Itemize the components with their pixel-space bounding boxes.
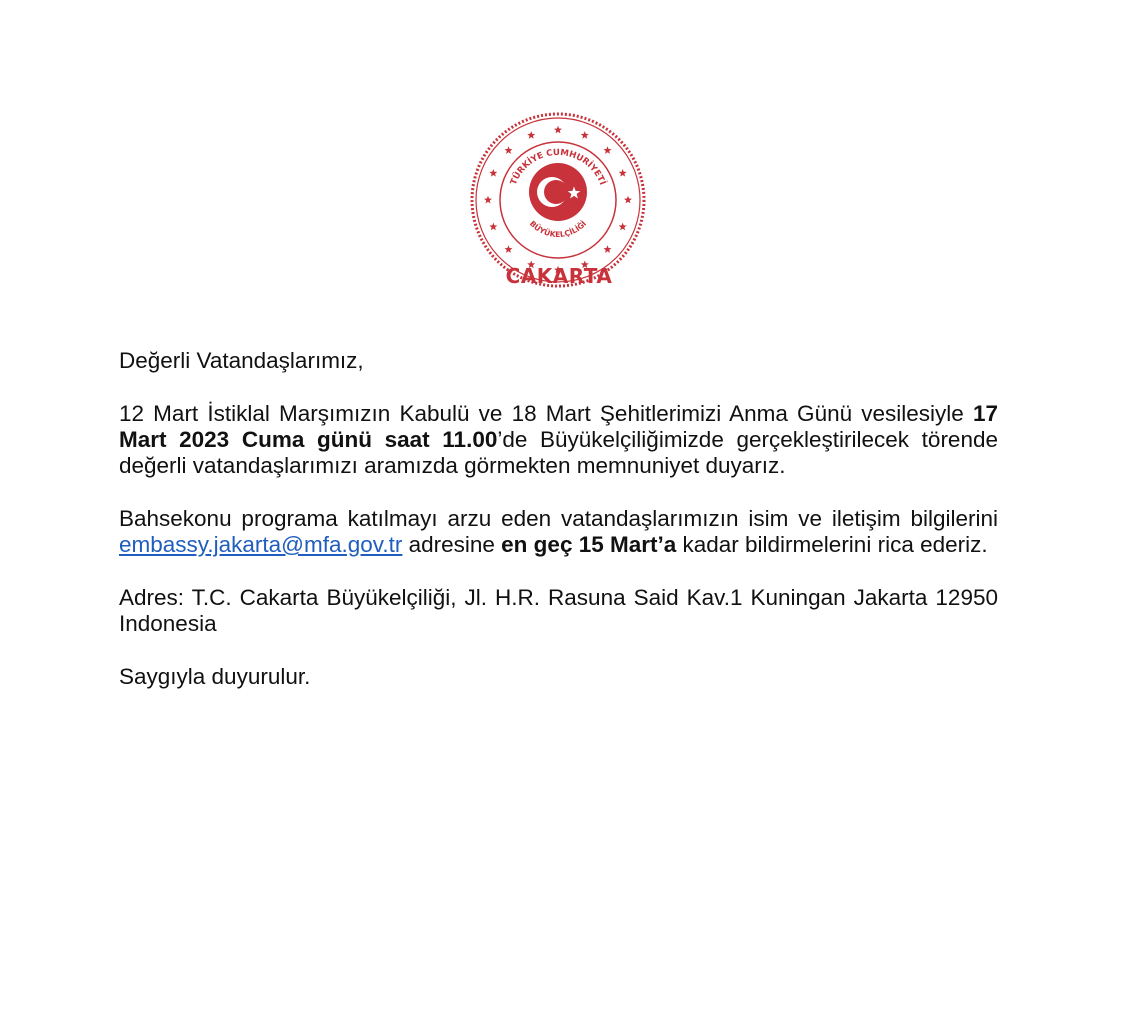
p2-end: kadar bildirmelerini rica ederiz. bbox=[676, 532, 988, 557]
ring-star-icon bbox=[604, 245, 612, 253]
ring-star-icon bbox=[527, 131, 535, 139]
ring-star-icon bbox=[489, 169, 497, 177]
address: Adres: T.C. Cakarta Büyükelçiliği, Jl. H.R. Rasuna Said Kav.1 Kuningan Jakarta 12950 Indonesia bbox=[119, 585, 998, 636]
ring-star-icon bbox=[505, 245, 513, 253]
ring-star-icon bbox=[489, 223, 497, 231]
paragraph-ceremony bbox=[119, 401, 998, 479]
emblem-city-name: CAKARTA bbox=[505, 264, 613, 288]
p2-mid: adresine bbox=[402, 532, 502, 557]
ring-star-icon bbox=[484, 196, 492, 204]
p1-start: 12 Mart İstiklal Marşımızın Kabulü ve 18 Mart Şehitlerimizi Anma Günü vesilesiyle bbox=[119, 401, 973, 426]
ring-star-icon bbox=[624, 196, 632, 204]
paragraph-registration bbox=[119, 506, 998, 558]
ceremony-date: 17 Mart 2023 Cuma günü saat 11.00 bbox=[119, 401, 998, 452]
email-link[interactable]: embassy.jakarta@mfa.gov.tr bbox=[119, 532, 403, 557]
p2-start: Bahsekonu programa katılmayı arzu eden vatandaşlarımızın isim ve iletişim bilgilerini bbox=[119, 506, 998, 531]
closing: Saygıyla duyurulur. bbox=[119, 664, 311, 689]
greeting: Değerli Vatandaşlarımız, bbox=[119, 348, 364, 373]
deadline: en geç 15 Mart’a bbox=[501, 532, 677, 557]
ring-star-icon bbox=[505, 146, 513, 154]
arc-text-top: TÜRKİYE CUMHURİYETİ bbox=[508, 147, 608, 187]
crescent-inner bbox=[544, 180, 568, 204]
letter-body bbox=[119, 348, 998, 690]
p1-end: ’de Büyükelçiliğimizde gerçekleştirilecek törende değerli vatandaşlarımızı aramızda görmekten memnuniyet duyarız. bbox=[119, 427, 998, 478]
ring-star-icon bbox=[604, 146, 612, 154]
ring-star-icon bbox=[619, 169, 627, 177]
ring-star-icon bbox=[619, 223, 627, 231]
arc-text-bottom: BÜYÜKELÇİLİĞİ bbox=[527, 219, 589, 240]
ring-star-icon bbox=[554, 126, 562, 134]
ring-star-icon bbox=[581, 131, 589, 139]
